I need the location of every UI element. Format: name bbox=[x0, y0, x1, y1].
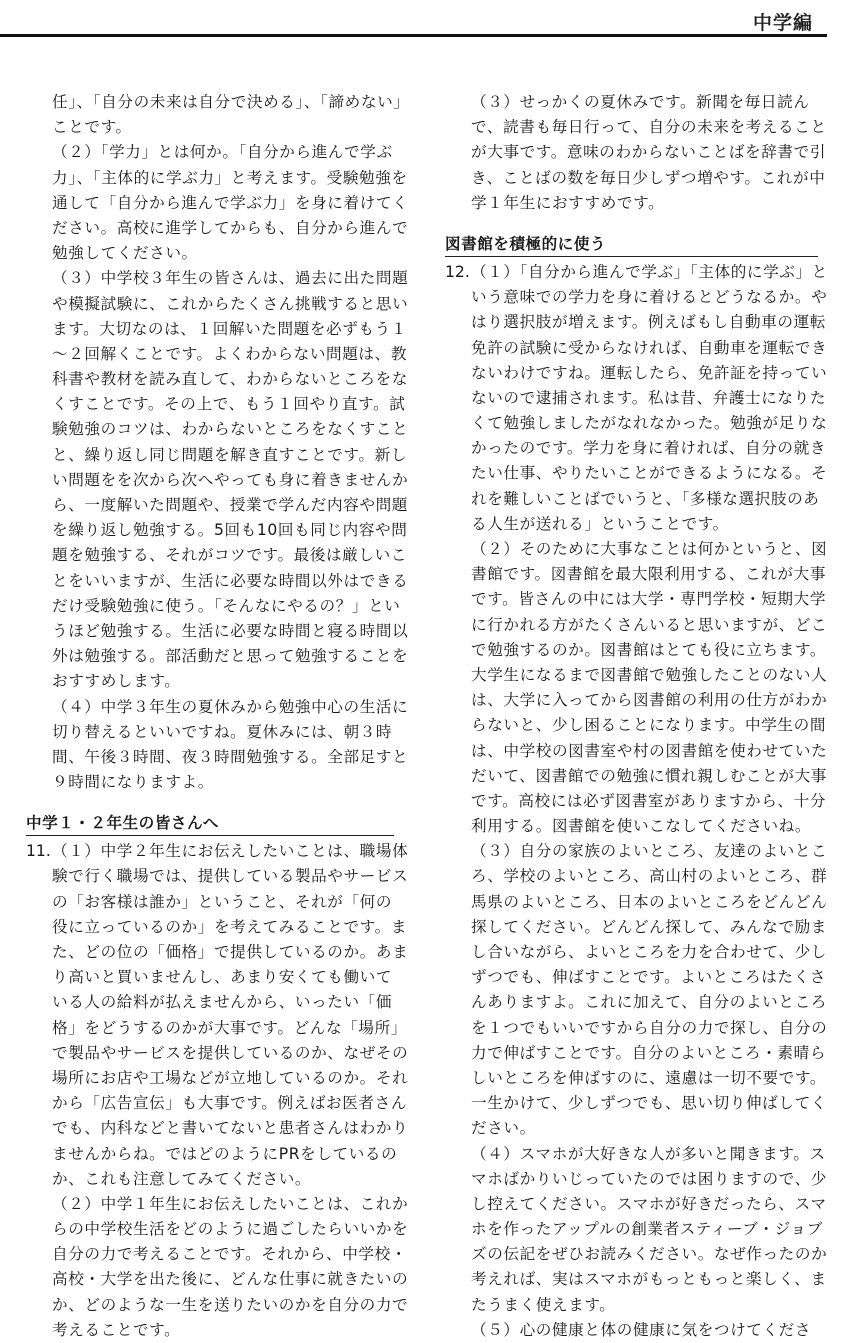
heading-library: 図書館を積極的に使う bbox=[445, 232, 818, 257]
text-line: き、ことばの数を毎日少しずつ増やす。これが中 bbox=[471, 168, 826, 187]
text-line: （２）そのために大事なことは何かというと、図 bbox=[471, 540, 828, 558]
text-line: り高いと買いませんし、あまり安くても働いて bbox=[52, 968, 393, 987]
text-line: から「広告宣伝」も大事です。例えばお医者さん bbox=[52, 1094, 408, 1113]
text-line: 切り替えるといいですね。夏休みには、朝３時 bbox=[52, 722, 393, 741]
text-line: 役に立っているのか」を考えてみることです。ま bbox=[52, 917, 408, 936]
text-line: 勉強してください。 bbox=[52, 244, 198, 263]
section-gap bbox=[26, 795, 394, 811]
text-line: （３）せっかくの夏休みです。新聞を毎日読ん bbox=[471, 93, 810, 111]
text-line: ～２回解くことです。よくわからない問題は、教 bbox=[52, 344, 408, 363]
text-line: 題を勉強する、それがコツです。最後は厳しいこ bbox=[52, 546, 408, 565]
text-line bbox=[26, 839, 409, 864]
text-line: か、これも注意してみてください。 bbox=[52, 1169, 312, 1188]
text-line: かったのです。学力を身に着ければ、自分の就き bbox=[471, 439, 827, 458]
text-line: の「お客様は誰か」ということ、それが「何の bbox=[52, 892, 393, 911]
text-line: 自分の力で考えることです。それから、中学校・ bbox=[52, 1245, 408, 1264]
text-line: とをいいますが、生活に必要な時間以外はできる bbox=[52, 571, 409, 590]
text-line: ９時間になりますよ。 bbox=[52, 773, 214, 792]
text-line: マホばかりいじっていたのでは困りますので、少 bbox=[471, 1169, 827, 1188]
text-line: 一生かけて、少しずつでも、思い切り伸ばしてく bbox=[471, 1094, 827, 1113]
text-line: ズの伝記をぜひお読みください。なぜ作ったのか bbox=[471, 1245, 828, 1264]
text-line: 免許の試験に受からなければ、自動車を運転でき bbox=[471, 338, 828, 357]
text-line: だけ受験勉強に使う。「そんなにやるの？」とい bbox=[52, 596, 401, 615]
item-number: 11. bbox=[26, 842, 51, 861]
text-line: ら、一度解いた問題や、授業で学んだ内容や問題 bbox=[52, 496, 408, 514]
text-line: 験で行く職場では、提供している製品やサービス bbox=[52, 867, 409, 886]
text-line: い問題をを次から次へやっても身に着きませんか bbox=[52, 470, 409, 489]
section-label: 中学編 bbox=[752, 12, 813, 34]
text-line: （５）心の健康と体の健康に気をつけてくださ bbox=[471, 1320, 812, 1339]
text-line: だいて、図書館での勉強に慣れ親しむことが大事 bbox=[471, 766, 827, 785]
text-line: 大学生になるまで図書館で勉強したことのない人 bbox=[471, 665, 828, 684]
left-column bbox=[26, 90, 410, 1343]
text-line: る人生が送れる」ということです。 bbox=[471, 514, 729, 533]
heading-grade-1-2: 中学１・２年生の皆さんへ bbox=[26, 811, 394, 836]
text-line: は、中学校の図書室や村の図書館を使わせていた bbox=[471, 741, 828, 760]
text-line: や模擬試験に、これからたくさん挑戦すると思い bbox=[52, 294, 409, 313]
text-line: たうまく使えます。 bbox=[471, 1295, 616, 1314]
text-line-content: （１）「自分から進んで学ぶ」「主体的に学ぶ」と bbox=[471, 262, 828, 281]
text-line: ないので逮捕されます。私は昔、弁護士になりた bbox=[471, 388, 827, 407]
text-line: たい仕事、やりたいことができるようになる。そ bbox=[471, 464, 828, 483]
header-rule bbox=[0, 34, 827, 37]
text-line: 探してください。どんどん探して、みんなで励ま bbox=[471, 917, 827, 936]
section-gap bbox=[445, 216, 818, 232]
text-line: 考えることです。 bbox=[52, 1320, 181, 1339]
text-line: た、どの位の「価格」で提供しているのか。あま bbox=[52, 943, 409, 961]
text-line: か、どのような一生を送りたいのかを自分の力で bbox=[52, 1295, 409, 1314]
text-line: らないと、少し困ることになります。中学生の間 bbox=[471, 716, 827, 735]
text-line: 高校・大学を出た後に、どんな仕事に就きたいの bbox=[52, 1270, 409, 1289]
item-number: 12. bbox=[445, 262, 470, 281]
text-line: で、読書も毎日行って、自分の未来を考えること bbox=[471, 118, 827, 137]
left-paragraph-block-a bbox=[26, 90, 410, 795]
text-line: 力」、「主体的に学ぶ力」と考えます。受験勉強を bbox=[52, 168, 408, 187]
right-paragraph-block-b bbox=[445, 260, 828, 1343]
text-line: ないわけですね。運転したら、免許証を持ってい bbox=[471, 363, 828, 382]
text-line: ませんからね。ではどのようにPRをしているの bbox=[52, 1144, 398, 1163]
text-line: を繰り返し勉強する。5回も10回も同じ内容や問 bbox=[52, 521, 408, 540]
text-line: です。高校には必ず図書室がありますから、十分 bbox=[471, 791, 827, 810]
text-line: うほど勉強する。生活に必要な時間と寝る時間以 bbox=[52, 621, 409, 640]
text-line: ろ、学校のよいところ、高山村のよいところ、群 bbox=[471, 867, 828, 886]
text-line: れを難しいことばでいうと、「多様な選択肢のあ bbox=[471, 489, 820, 508]
text-line: は、大学に入ってから図書館の利用の仕方がわか bbox=[471, 691, 828, 710]
text-line: （４）スマホが大好きな人が多いと聞きます。ス bbox=[471, 1144, 826, 1163]
text-line: しいところを伸ばすのに、遠慮は一切不要です。 bbox=[471, 1068, 827, 1087]
text-line: 通して「自分から進んで学ぶ力」を身に着けてく bbox=[52, 193, 409, 212]
text-line: 外は勉強する。部活動だと思って勉強することを bbox=[52, 647, 409, 666]
text-line: 馬県のよいところ、日本のよいところをどんどん bbox=[471, 892, 828, 911]
text-line: 験勉強のコツは、わからないところをなくすこと bbox=[52, 420, 409, 439]
text-line: （３）自分の家族のよいところ、友達のよいとこ bbox=[471, 842, 828, 861]
right-paragraph-block-a bbox=[445, 90, 827, 216]
text-line: を１つでもいいですから自分の力で探し、自分の bbox=[471, 1018, 828, 1037]
text-line bbox=[445, 260, 828, 285]
text-line: で製品やサービスを提供しているのか、なぜその bbox=[52, 1043, 409, 1062]
text-line: （３）中学校３年生の皆さんは、過去に出た問題 bbox=[52, 269, 409, 288]
text-line: 格」をどうするのかが大事です。どんな「場所」 bbox=[52, 1018, 408, 1037]
text-line: くて勉強しましたがなれなかった。勉強が足りな bbox=[471, 414, 828, 433]
text-line: （２）中学１年生にお伝えしたいことは、これか bbox=[52, 1194, 409, 1213]
text-line: 任」、「自分の未来は自分で決める」、「諦めない」 bbox=[52, 93, 410, 111]
text-line-content: （１）中学２年生にお伝えしたいことは、職場体 bbox=[52, 842, 409, 861]
text-line: 書館です。図書館を最大限利用する、これが大事 bbox=[471, 565, 827, 584]
text-line: らの中学校生活をどのように過ごしたらいいかを bbox=[52, 1220, 409, 1239]
text-line: はり選択肢が増えます。例えばもし自動車の運転 bbox=[471, 313, 827, 332]
text-line: 科書や教材を読み直して、わからないところをな bbox=[52, 370, 408, 389]
text-line: ます。大切なのは、１回解いた問題を必ずもう１ bbox=[52, 319, 408, 338]
text-line: し合いながら、よいところを力を合わせて、少し bbox=[471, 943, 827, 961]
text-line: ことです。 bbox=[52, 118, 132, 137]
text-line: です。皆さんの中には大学・専門学校・短期大学 bbox=[471, 590, 827, 609]
text-line: 考えれば、実はスマホがもっともっと楽しく、ま bbox=[471, 1270, 827, 1289]
text-line: ホを作ったアップルの創業者スティーブ・ジョブ bbox=[471, 1220, 823, 1239]
right-column bbox=[445, 90, 828, 1343]
left-paragraph-block-b bbox=[26, 839, 409, 1343]
text-line: んありますよ。これに加えて、自分のよいところ bbox=[471, 993, 827, 1012]
text-line: 学１年生におすすめです。 bbox=[471, 193, 665, 212]
text-line: し控えてください。スマホが好きだったら、スマ bbox=[471, 1194, 827, 1213]
text-line: 利用する。図書館を使いこなしてくださいね。 bbox=[471, 817, 812, 836]
text-line: でも、内科などと書いてないと患者さんはわかり bbox=[52, 1119, 409, 1138]
text-line: （４）中学３年生の夏休みから勉強中心の生活に bbox=[52, 697, 409, 716]
text-line: 場所にお店や工場などが立地しているのか。それ bbox=[52, 1068, 409, 1087]
text-line: ずつでも、伸ばすことです。よいところはたくさ bbox=[471, 968, 827, 987]
text-line: ださい。 bbox=[471, 1119, 536, 1138]
text-line: いう意味での学力を身に着けるとどうなるか。や bbox=[471, 288, 828, 307]
text-line: ださい。高校に進学してからも、自分から進んで bbox=[52, 218, 409, 237]
text-line: に行かれる方がたくさんいると思いますが、どこ bbox=[471, 615, 828, 634]
text-line: が大事です。意味のわからないことばを辞書で引 bbox=[471, 143, 827, 162]
text-line: で勉強するのか。図書館はとても役に立ちます。 bbox=[471, 640, 827, 659]
text-line: くすことです。その上で、もう１回やり直す。試 bbox=[52, 395, 406, 414]
text-line: 間、午後３時間、夜３時間勉強する。全部足すと bbox=[52, 747, 409, 766]
text-line: いる人の給料が払えませんから、いったい「価 bbox=[52, 993, 393, 1012]
text-line: と、繰り返し同じ問題を解き直すことです。新し bbox=[52, 445, 408, 464]
text-line: 力で伸ばすことです。自分のよいところ・素晴ら bbox=[471, 1043, 827, 1062]
text-line: （２）「学力」とは何か。「自分から進んで学ぶ bbox=[52, 143, 393, 162]
text-line: おすすめします。 bbox=[52, 672, 181, 691]
